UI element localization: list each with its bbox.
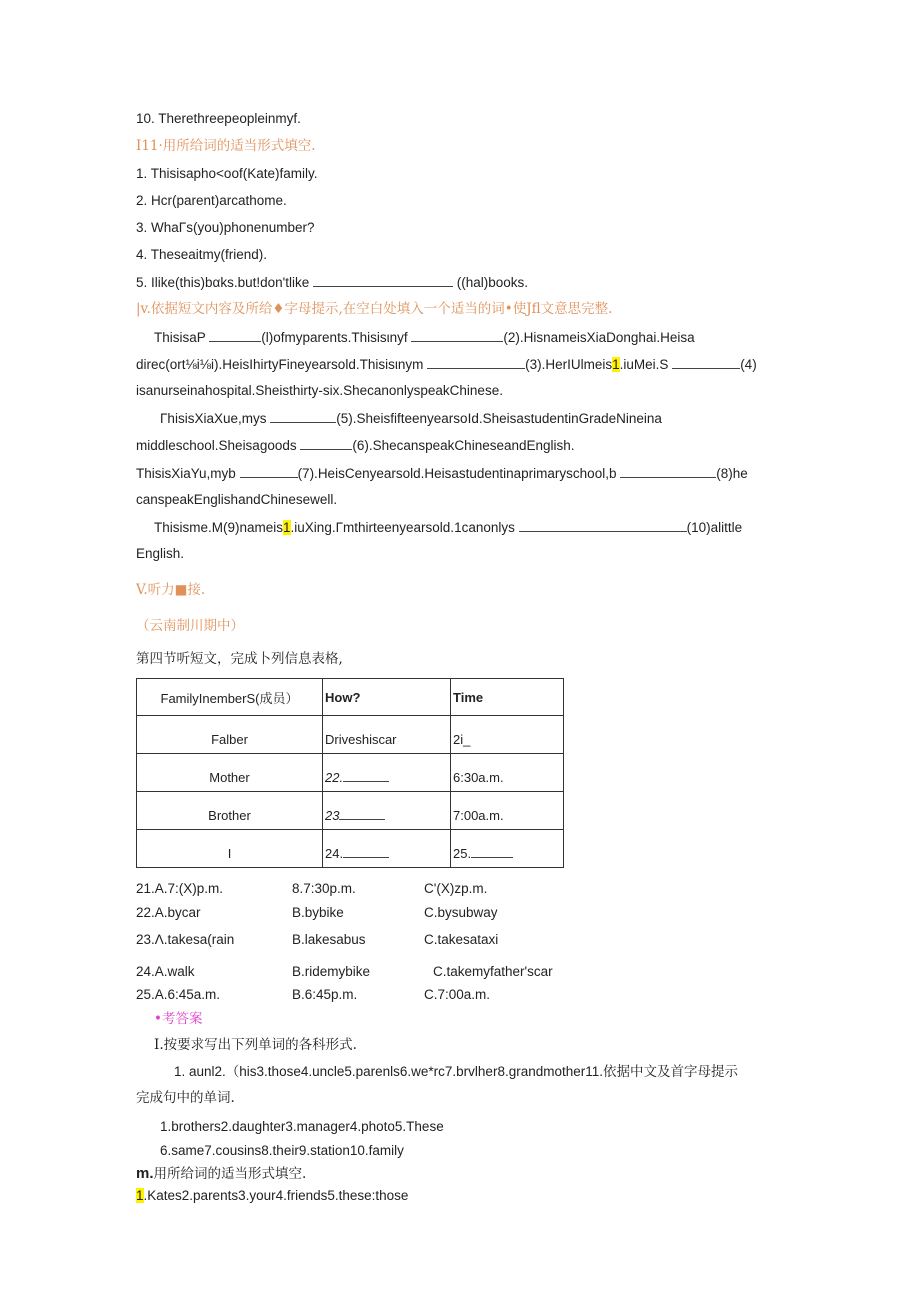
table-header: Time <box>451 679 564 716</box>
passage-line-2 <box>136 355 757 374</box>
passage-line-6 <box>136 464 748 483</box>
cell-text: 24. <box>325 846 344 861</box>
table-cell <box>451 792 564 830</box>
question-10: 10. Therethreepeopleinmyf. <box>136 111 301 126</box>
answers-title: •考答案 <box>154 1011 203 1027</box>
info-table <box>136 678 564 868</box>
s3-item-5-tail: ((hal)books. <box>456 275 529 290</box>
table-row <box>137 754 564 792</box>
section-4-heading: |v.依据短文内容及所给♦字母提示,在空白处填入一个适当的词•使Jfl文意思完整. <box>136 301 613 317</box>
table-row <box>137 716 564 754</box>
answers-s1-line: 1. aunl2.（his3.those4.uncle5.parenls6.we*rc7.brvlher8.grandmother11.依据中文及首字母提示 <box>174 1064 739 1079</box>
answers-s1: I.按要求写出下列单词的各科形式. <box>154 1037 357 1053</box>
text: (5).SheisfifteenyearsoId.SheisastudentinGradeNineina <box>336 411 662 426</box>
passage-line-1 <box>154 328 695 347</box>
s3-item-5-text: 5. Ilike(this)bαks.but!don'tlike <box>136 275 310 290</box>
table-row <box>137 830 564 868</box>
text: middleschool.Sheisagoods <box>136 438 297 453</box>
table-header: FamilyInemberS(成员） <box>137 679 323 716</box>
table-cell <box>323 830 451 868</box>
option-a: 24.A.walk <box>136 964 195 979</box>
option-c: C.takemyfather'scar <box>433 964 553 979</box>
blank-5[interactable] <box>270 409 336 423</box>
passage-line-3: isanurseinahospital.Sheisthirty-six.ShecanonlyspeakChinese. <box>136 383 503 398</box>
passage-line-7: canspeakEnglishandChinesewell. <box>136 492 338 507</box>
cell-text: 23 <box>325 808 340 823</box>
highlight: 1 <box>136 1188 144 1203</box>
cell-text: 2i_ <box>453 732 471 747</box>
table-cell <box>323 792 451 830</box>
blank-24[interactable] <box>343 844 389 858</box>
blank-25[interactable] <box>471 844 513 858</box>
answers-s2-line2: 6.same7.cousins8.their9.station10.family <box>160 1143 404 1158</box>
table-header: How? <box>323 679 451 716</box>
section-5-heading: V.听力■接. <box>136 582 206 598</box>
text: ThisisXiaYu,myb <box>136 466 236 481</box>
text: direc(ort⅛i⅛i).HeisIhirtyFineyearsold.Thisisιnym <box>136 357 424 372</box>
instruction: 第四节听短文，完成卜列信息表格, <box>136 651 343 667</box>
section-3-heading: I11·用所给词的适当形式填空. <box>136 138 316 154</box>
table-cell <box>451 830 564 868</box>
cell-text: I <box>227 846 232 861</box>
option-a: 23.Λ.takesa(rain <box>136 932 235 947</box>
cell-text: 25. <box>453 846 472 861</box>
text: 用所给词的适当形式填空. <box>153 1166 307 1182</box>
cell-text: Driveshiscar <box>325 732 397 747</box>
table-cell <box>137 754 323 792</box>
blank-10[interactable] <box>519 518 687 532</box>
cell-text: 6:30a.m. <box>453 770 504 785</box>
text: (6).ShecanspeakChineseandEnglish. <box>352 438 575 453</box>
option-a: 25.A.6:45a.m. <box>136 987 221 1002</box>
option-c: C'(X)zp.m. <box>424 881 488 896</box>
passage-line-8 <box>154 518 742 537</box>
option-c: C.bysubway <box>424 905 498 920</box>
table-cell <box>137 792 323 830</box>
text: (3).HerIUlmeis <box>525 357 613 372</box>
text: Thisisme.M(9)nameis <box>154 520 284 535</box>
option-b: B.6:45p.m. <box>292 987 358 1002</box>
section-mark: m. <box>136 1165 154 1182</box>
blank-7[interactable] <box>240 464 298 478</box>
table-cell <box>323 716 451 754</box>
blank-4[interactable] <box>672 355 740 369</box>
option-b: B.bybike <box>292 905 344 920</box>
cell-text: 7:00a.m. <box>453 808 504 823</box>
cell-text: 22. <box>325 770 344 785</box>
option-a: 21.A.7:(X)p.m. <box>136 881 224 896</box>
answers-s1-line2: 完成句中的单词. <box>136 1090 235 1106</box>
blank-8[interactable] <box>620 464 716 478</box>
table-cell <box>137 716 323 754</box>
cell-text: Mother <box>209 770 250 785</box>
passage-line-9: English. <box>136 546 185 561</box>
passage-line-4 <box>160 409 662 428</box>
blank-23[interactable] <box>339 806 385 820</box>
table-cell <box>451 716 564 754</box>
cell-text: Falber <box>211 732 248 747</box>
highlight: 1 <box>283 520 291 535</box>
s3-item-5 <box>136 273 528 292</box>
text: (2).HisnameisXiaDonghai.Heisa <box>503 330 695 345</box>
s3-item-2: 2. Hcr(parent)arcathome. <box>136 193 287 208</box>
text: (4) <box>740 357 757 372</box>
text: (10)alittle <box>686 520 743 535</box>
s3-item-3: 3. WhaΓs(you)phonenumber? <box>136 220 315 235</box>
s3-item-4: 4. Theseaitmy(friend). <box>136 247 268 262</box>
text: .Kates2.parents3.your4.friends5.these:those <box>143 1188 409 1203</box>
table-row <box>137 792 564 830</box>
blank-6[interactable] <box>300 436 352 450</box>
blank-3[interactable] <box>427 355 525 369</box>
text: .iuMei.S <box>619 357 669 372</box>
text: ThisisaP <box>154 330 206 345</box>
table-cell <box>323 754 451 792</box>
option-c: C.takesataxi <box>424 932 499 947</box>
option-a: 22.A.bycar <box>136 905 201 920</box>
table-cell <box>137 830 323 868</box>
source-note: （云南制川期中） <box>136 618 244 634</box>
blank-22[interactable] <box>343 768 389 782</box>
answer-blank[interactable] <box>313 273 453 287</box>
option-b: B.lakesabus <box>292 932 366 947</box>
answers-s2-line1: 1.brothers2.daughter3.manager4.photo5.These <box>160 1119 444 1134</box>
text: ΓhisisXiaXue,mys <box>160 411 267 426</box>
text: (8)he <box>716 466 748 481</box>
option-c: C.7:00a.m. <box>424 987 491 1002</box>
option-b: 8.7:30p.m. <box>292 881 356 896</box>
answers-s3-line <box>136 1187 408 1205</box>
table-header-row <box>137 679 564 716</box>
highlight: 1 <box>612 357 620 372</box>
text: (7).HeisCenyearsold.Heisastudentinaprimaryschool,b <box>297 466 617 481</box>
table-cell <box>451 754 564 792</box>
text: (l)ofmyparents.Thisisιnyf <box>261 330 408 345</box>
s3-item-1: 1. Thisisapho<oof(Kate)family. <box>136 166 318 181</box>
cell-text: Brother <box>208 808 251 823</box>
text: .iuXing.Γmthirteenyearsold.1canonlys <box>290 520 515 535</box>
answers-s3-heading <box>136 1165 306 1183</box>
passage-line-5 <box>136 436 575 455</box>
blank-2[interactable] <box>411 328 503 342</box>
option-b: B.ridemybike <box>292 964 371 979</box>
blank-1[interactable] <box>209 328 261 342</box>
